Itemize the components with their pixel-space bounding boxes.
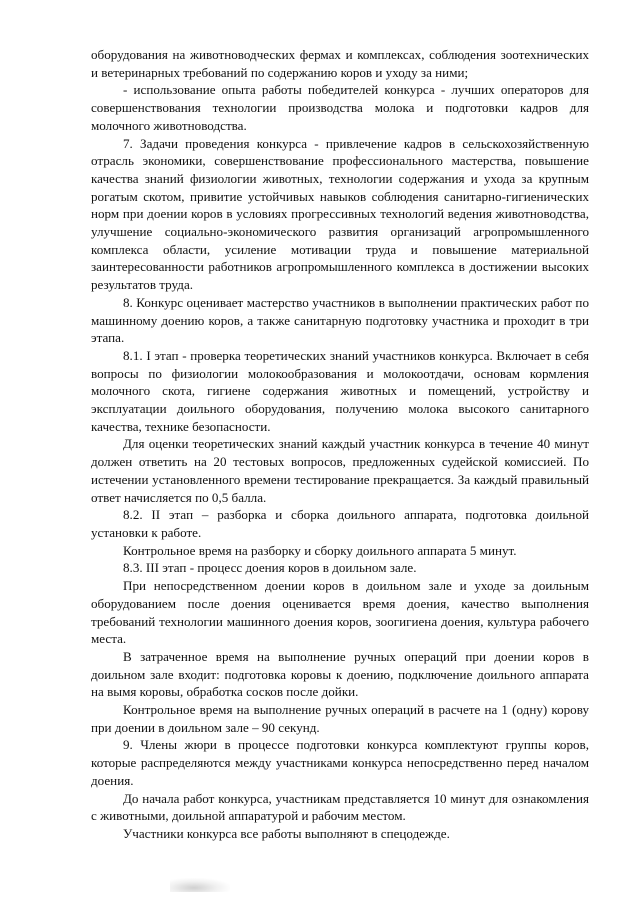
paragraph-manual-operations: В затраченное время на выполнение ручных операций при доении коров в доильном зале входит: подготовка коровы к доению, подключение доильного аппарата на вымя коровы, обработка сосков после дойки. <box>91 648 589 700</box>
document-body <box>91 46 589 843</box>
paragraph-8-1-stage-one: 8.1. I этап - проверка теоретических знаний участников конкурса. Включает в себя вопросы по физиологии молокообразования и молокоотдачи, основам кормления молочного скота, гигиене содержания животных и помещений, устройству и эксплуатации доильного оборудования, получению молока высокого санитарного качества, технике безопасности. <box>91 347 589 434</box>
paragraph-familiarization: До начала работ конкурса, участникам представляется 10 минут для ознакомления с животными, доильной аппаратурой и рабочим местом. <box>91 790 589 824</box>
paragraph-theory-test: Для оценки теоретических знаний каждый участник конкурса в течение 40 минут должен ответить на 20 тестовых вопросов, предложенных судейской комиссией. По истечении установленного времени тестирование прекращается. За каждый правильный ответ начисляется по 0,5 балла. <box>91 436 589 505</box>
paragraph-8-3-stage-three: 8.3. III этап - процесс доения коров в доильном зале. <box>123 560 417 576</box>
paragraph-8-contest-stages: 8. Конкурс оценивает мастерство участников в выполнении практических работ по машинному доению коров, а также санитарную подготовку участника и проходит в три этапа. <box>91 294 589 346</box>
paragraph-workwear: Участники конкурса все работы выполняют в спецодежде. <box>123 825 450 841</box>
scan-artifact <box>170 878 230 892</box>
paragraph-assembly-time: Контрольное время на разборку и сборку доильного аппарата 5 минут. <box>123 542 517 558</box>
paragraph-experience-use: - использование опыта работы победителей конкурса - лучших операторов для совершенствования технологии производства молока и подготовки кадров для молочного животноводства. <box>91 82 589 133</box>
paragraph-9-jury: 9. Члены жюри в процессе подготовки конкурса комплектуют группы коров, которые распределяются между участниками конкурса непосредственно перед началом доения. <box>91 737 589 788</box>
paragraph-milking-evaluation: При непосредственном доении коров в доильном зале и уходе за доильным оборудованием после доения оценивается время доения, качество выполнения требований технологии машинного доения коров, зоогигиена доения, культура рабочего места. <box>91 578 589 647</box>
paragraph-control-time: Контрольное время на выполнение ручных операций в расчете на 1 (одну) корову при доении в доильном зале – 90 секунд. <box>91 702 589 735</box>
paragraph-8-2-stage-two: 8.2. II этап – разборка и сборка доильного аппарата, подготовка доильной установки к работе. <box>91 507 589 540</box>
paragraph-equipment-continuation: оборудования на животноводческих фермах и комплексах, соблюдения зоотехнических и ветеринарных требований по содержанию коров и уходу за ними; <box>91 47 589 80</box>
paragraph-7-tasks: 7. Задачи проведения конкурса - привлечение кадров в сельскохозяйственную отрасль экономики, совершенствование профессионального мастерства, повышение качества знаний физиологии животных, технологии содержания и ухода за крупным рогатым скотом, привитие устойчивых навыков соблюдения санитарно-гигиенических норм при доении коров в условиях прогрессивных технологий ведения животноводства, улучшение социально-экономического развития организаций агропромышленного комплекса области, усиление мотивации труда и повышение материальной заинтересованности работников агропромышленного комплекса в достижении высоких результатов труда. <box>91 135 589 293</box>
